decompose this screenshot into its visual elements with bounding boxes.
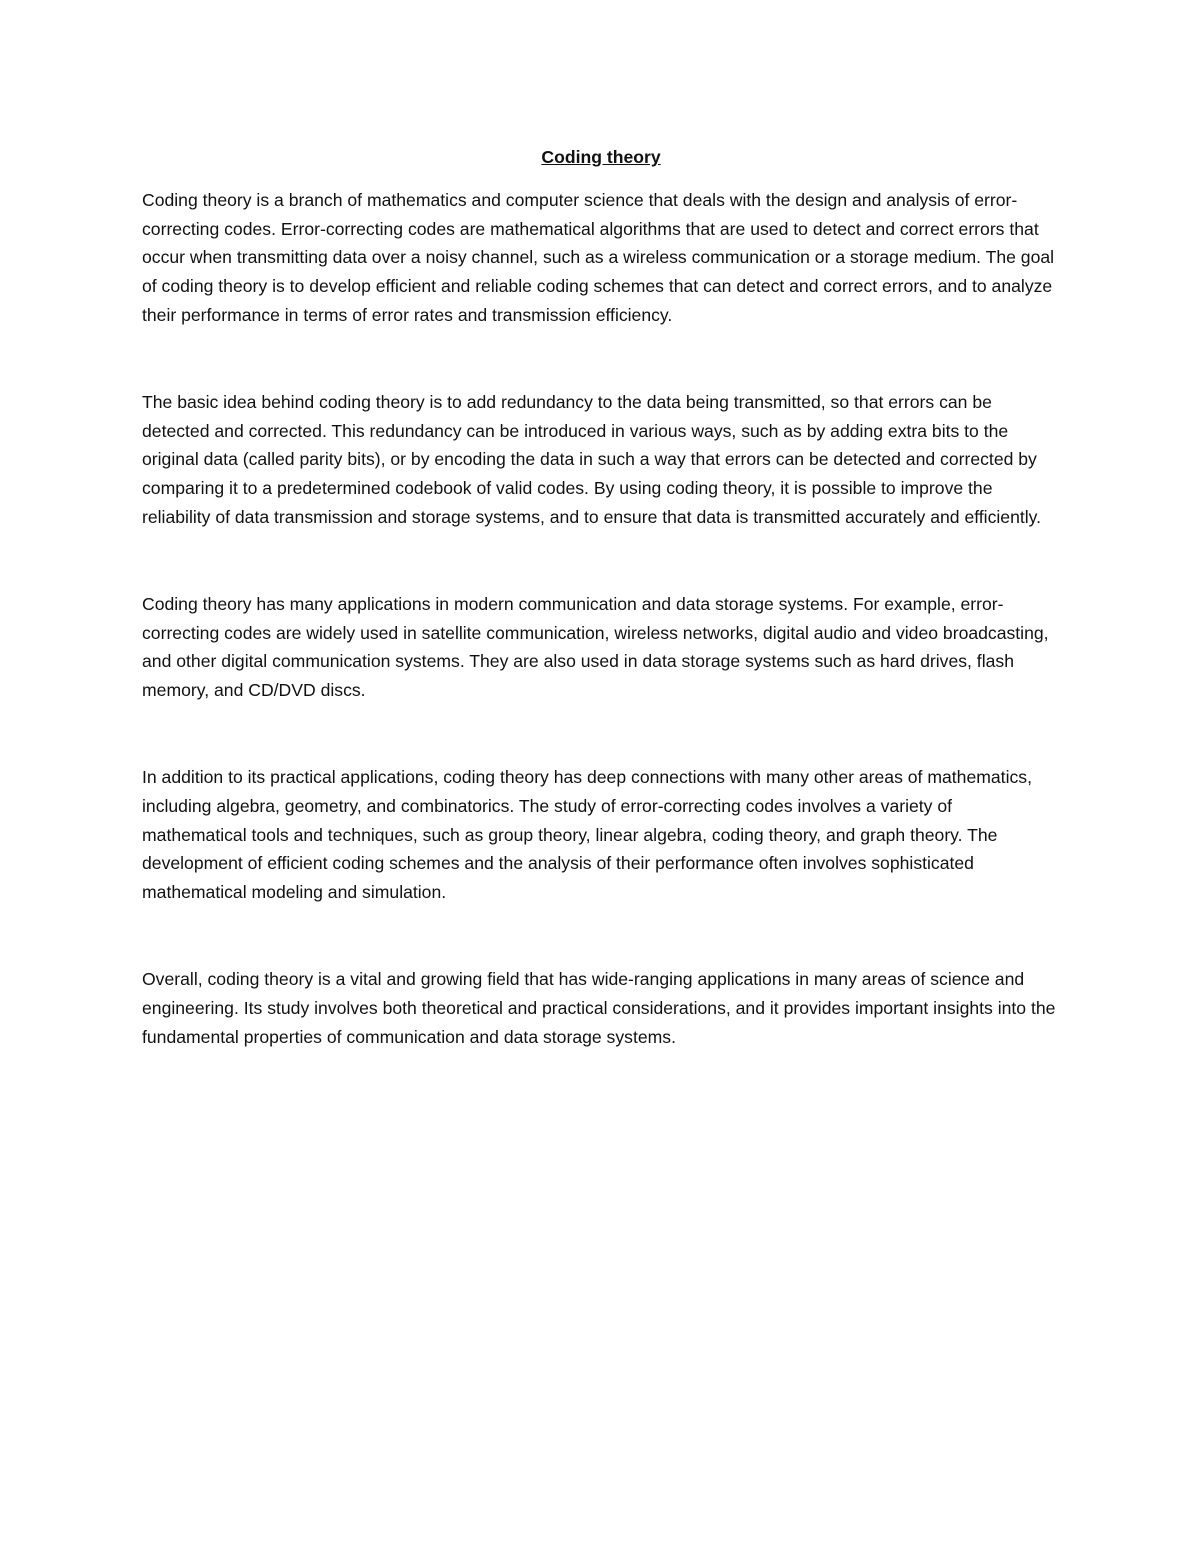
document-body <box>142 143 1060 1051</box>
paragraph-2: The basic idea behind coding theory is to add redundancy to the data being transmitted, so that errors can be detected and corrected. This redundancy can be introduced in various ways, such as by adding extra bits to the original data (called parity bits), or by encoding the data in such a way that errors can be detected and corrected by comparing it to a predetermined codebook of valid codes. By using coding theory, it is possible to improve the reliability of data transmission and storage systems, and to ensure that data is transmitted accurately and efficiently. <box>142 391 1042 527</box>
paragraph-5: Overall, coding theory is a vital and growing field that has wide-ranging applications in many areas of science and engineering. Its study involves both theoretical and practical considerations, and it provides important insights into the fundamental properties of communication and data storage systems. <box>142 968 1056 1047</box>
document-title: Coding theory <box>541 147 661 167</box>
paragraph-4: In addition to its practical applications, coding theory has deep connections with many other areas of mathematics, including algebra, geometry, and combinatorics. The study of error-correcting codes involves a variety of mathematical tools and techniques, such as group theory, linear algebra, coding theory, and graph theory. The development of efficient coding schemes and the analysis of their performance often involves sophisticated mathematical modeling and simulation. <box>142 766 1032 903</box>
paragraph-1: Coding theory is a branch of mathematics and computer science that deals with the design and analysis of error-correcting codes. Error-correcting codes are mathematical algorithms that are used to detect and correct errors that occur when transmitting data over a noisy channel, such as a wireless communication or a storage medium. The goal of coding theory is to develop efficient and reliable coding schemes that can detect and correct errors, and to analyze their performance in terms of error rates and transmission efficiency. <box>142 189 1055 325</box>
paragraph-3: Coding theory has many applications in modern communication and data storage systems. For example, error-correcting codes are widely used in satellite communication, wireless networks, digital audio and video broadcasting, and other digital communication systems. They are also used in data storage systems such as hard drives, flash memory, and CD/DVD discs. <box>142 593 1049 701</box>
